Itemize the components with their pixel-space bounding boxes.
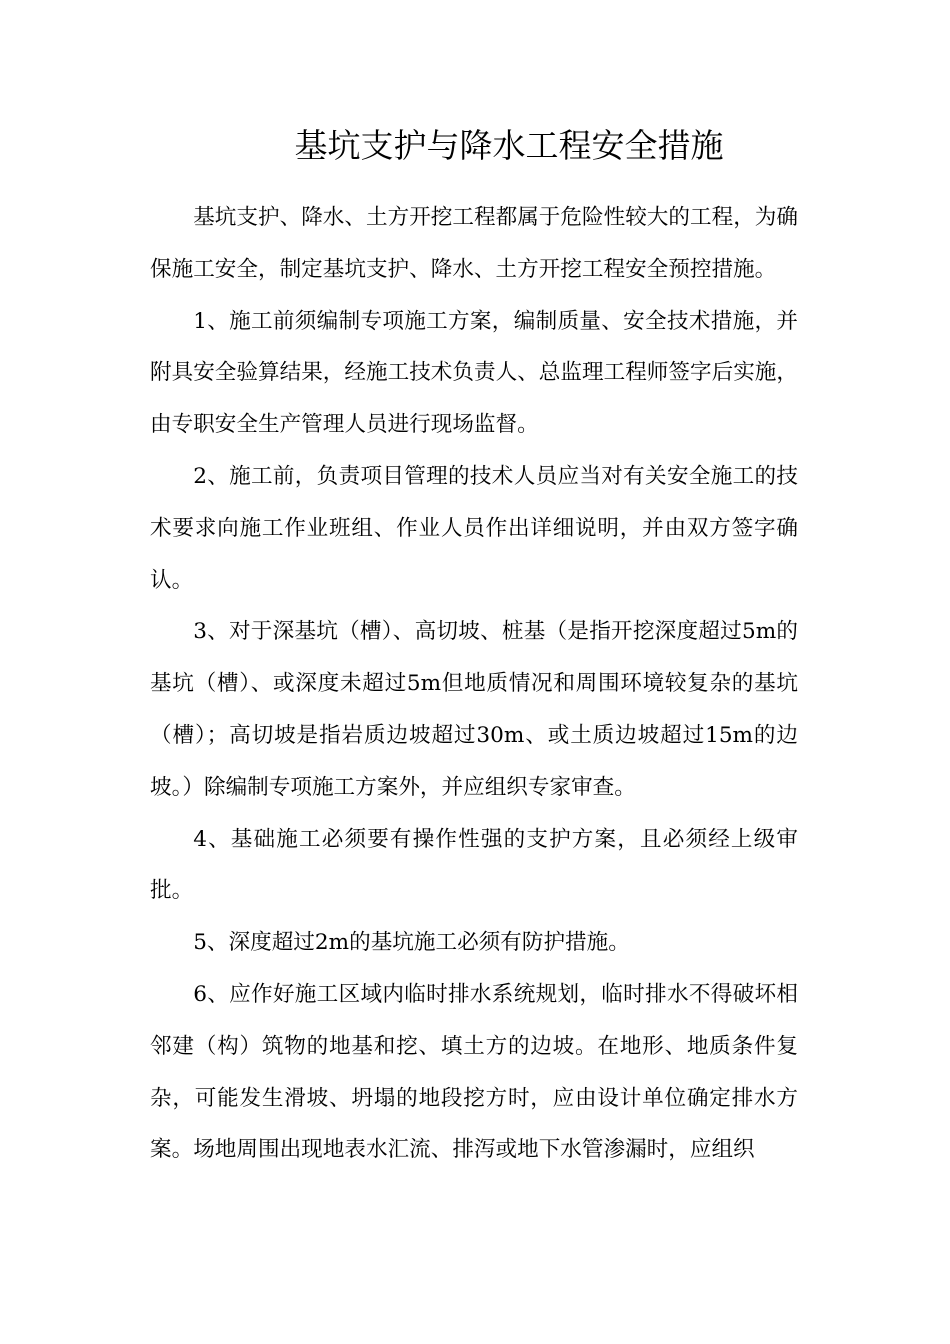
paragraph-intro: 基坑支护、降水、土方开挖工程都属于危险性较大的工程，为确保施工安全，制定基坑支护、降水、土方开挖工程安全预控措施。 [150,205,798,282]
paragraph-item-4: 4、基础施工必须要有操作性强的支护方案，且必须经上级审批。 [150,826,798,904]
paragraph-item-5: 5、深度超过2m的基坑施工必须有防护措施。 [193,930,630,956]
paragraph-item-6: 6、应作好施工区域内临时排水系统规划，临时排水不得破坏相邻建（构）筑物的地基和挖、填土方的边坡。在地形、地质条件复杂，可能发生滑坡、坍塌的地段挖方时，应由设计单位确定排水方案。场地周围出现地表水汇流、排泻或地下水管渗漏时，应组织 [150,981,798,1163]
paragraph-item-2: 2、施工前，负责项目管理的技术人员应当对有关安全施工的技术要求向施工作业班组、作业人员作出详细说明，并由双方签字确认。 [150,463,798,593]
document-body [150,192,798,1176]
paragraph-item-3: 3、对于深基坑（槽）、高切坡、桩基（是指开挖深度超过5m的基坑（槽）、或深度未超过5m但地质情况和周围环境较复杂的基坑（槽）；高切坡是指岩质边坡超过30m、或土质边坡超过15m的边坡。）除编制专项施工方案外，并应组织专家审查。 [150,619,798,800]
document-title: 基坑支护与降水工程安全措施 [294,126,724,165]
paragraph-item-1: 1、施工前须编制专项施工方案，编制质量、安全技术措施，并附具安全验算结果，经施工技术负责人、总监理工程师签字后实施，由专职安全生产管理人员进行现场监督。 [150,308,798,438]
